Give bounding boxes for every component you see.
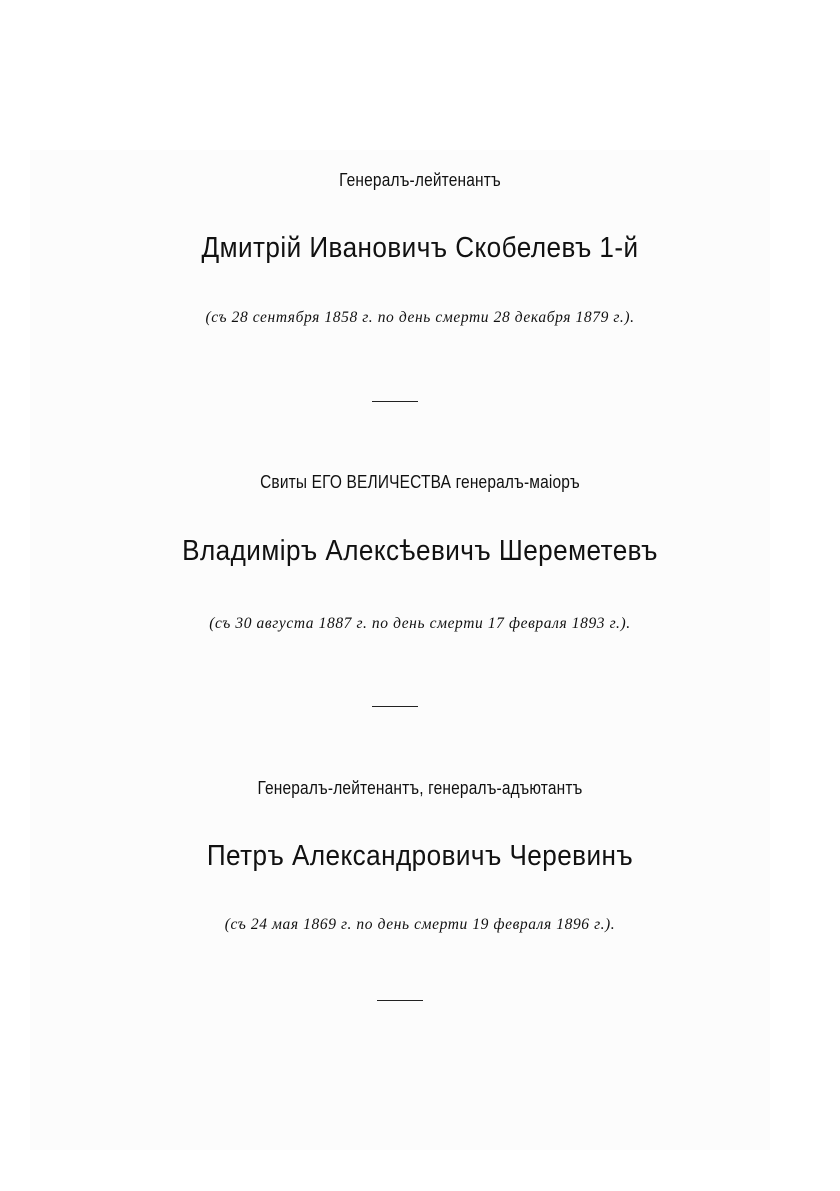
section-divider-3 bbox=[377, 1000, 423, 1001]
entry-1-dates: (съ 28 сентября 1858 г. по день смерти 28 декабря 1879 г.). bbox=[205, 309, 635, 326]
section-divider-1 bbox=[372, 401, 418, 402]
entry-2-dates: (съ 30 августа 1887 г. по день смерти 17 февраля 1893 г.). bbox=[209, 615, 631, 632]
entry-1-name: Дмитрій Ивановичъ Скобелевъ 1-й bbox=[201, 232, 639, 264]
entry-3-dates: (съ 24 мая 1869 г. по день смерти 19 февраля 1896 г.). bbox=[224, 916, 616, 933]
entry-2-rank: Свиты ЕГО ВЕЛИЧЕСТВА генералъ-маіоръ bbox=[260, 472, 580, 492]
section-divider-2 bbox=[372, 706, 418, 707]
entry-2-name: Владиміръ Алексѣевичъ Шереметевъ bbox=[182, 535, 658, 567]
entry-1-rank: Генералъ-лейтенантъ bbox=[339, 170, 501, 190]
entry-3-name: Петръ Александровичъ Черевинъ bbox=[206, 840, 634, 872]
entry-3-rank: Генералъ-лейтенантъ, генералъ-адъютантъ bbox=[257, 778, 583, 798]
